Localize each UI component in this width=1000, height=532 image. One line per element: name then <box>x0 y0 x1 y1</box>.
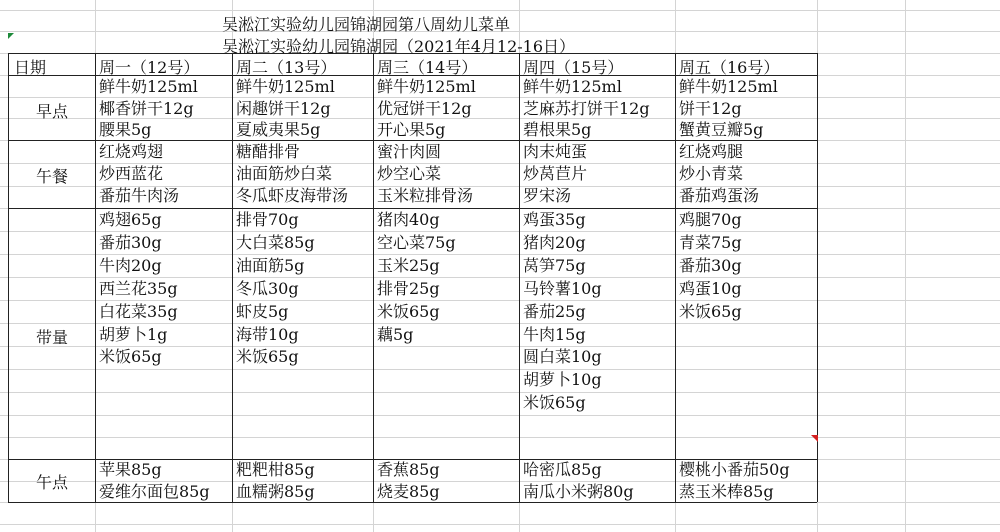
menu-item-quantity[interactable]: 莴笋75g <box>523 255 586 275</box>
menu-item-lunch[interactable]: 炒空心菜 <box>377 164 442 183</box>
table-border-horizontal <box>8 140 817 141</box>
gridline-horizontal <box>0 437 1000 438</box>
menu-item-breakfast[interactable]: 夏威夷果5g <box>236 120 321 139</box>
menu-item-quantity[interactable]: 西兰花35g <box>99 278 178 298</box>
menu-item-lunch[interactable]: 玉米粒排骨汤 <box>377 186 474 205</box>
menu-item-breakfast[interactable]: 优冠饼干12g <box>377 98 472 118</box>
menu-item-snack[interactable]: 蒸玉米棒85g <box>679 481 774 501</box>
menu-item-lunch[interactable]: 罗宋汤 <box>523 186 572 205</box>
menu-item-quantity[interactable]: 白花菜35g <box>99 301 178 321</box>
menu-item-breakfast[interactable]: 芝麻苏打饼干12g <box>523 98 650 118</box>
menu-item-breakfast[interactable]: 鲜牛奶125ml <box>377 77 476 96</box>
menu-item-quantity[interactable]: 米饭65g <box>99 347 162 367</box>
menu-item-quantity[interactable]: 排骨25g <box>377 278 440 298</box>
menu-item-snack[interactable]: 哈密瓜85g <box>523 460 602 479</box>
menu-item-quantity[interactable]: 海带10g <box>236 324 299 344</box>
menu-title: 吴淞江实验幼儿园锦湖园第八周幼儿菜单 <box>222 15 511 34</box>
menu-item-lunch[interactable]: 油面筋炒白菜 <box>236 164 333 183</box>
menu-item-quantity[interactable]: 猪肉40g <box>377 210 440 229</box>
menu-item-quantity[interactable]: 牛肉20g <box>99 255 162 275</box>
header-date[interactable]: 日期 <box>14 58 47 77</box>
header-day-thu[interactable]: 周四（15号） <box>523 58 624 77</box>
header-day-fri[interactable]: 周五（16号） <box>679 58 780 77</box>
menu-item-lunch[interactable]: 炒莴苣片 <box>523 164 588 183</box>
table-border-horizontal <box>8 208 817 209</box>
header-day-wed[interactable]: 周三（14号） <box>377 58 478 77</box>
menu-item-quantity[interactable]: 藕5g <box>377 324 414 344</box>
menu-item-snack[interactable]: 南瓜小米粥80g <box>523 481 634 501</box>
menu-item-lunch[interactable]: 肉末炖蛋 <box>523 142 588 161</box>
menu-item-quantity[interactable]: 牛肉15g <box>523 324 586 344</box>
menu-item-quantity[interactable]: 米饭65g <box>377 301 440 321</box>
meal-label-quantity[interactable]: 带量 <box>36 328 69 347</box>
menu-item-quantity[interactable]: 米饭65g <box>523 393 586 413</box>
menu-item-quantity[interactable]: 胡萝卜10g <box>523 370 602 390</box>
gridline-horizontal <box>0 392 1000 393</box>
menu-item-snack[interactable]: 香蕉85g <box>377 460 440 479</box>
menu-item-lunch[interactable]: 红烧鸡翅 <box>99 142 164 161</box>
meal-label-breakfast[interactable]: 早点 <box>36 102 69 121</box>
menu-item-quantity[interactable]: 米饭65g <box>236 347 299 367</box>
table-border-vertical <box>519 53 520 502</box>
menu-item-breakfast[interactable]: 蟹黄豆瓣5g <box>679 120 764 139</box>
table-border-vertical <box>232 53 233 502</box>
menu-item-quantity[interactable]: 马铃薯10g <box>523 278 602 298</box>
menu-item-lunch[interactable]: 糖醋排骨 <box>236 142 301 161</box>
menu-item-breakfast[interactable]: 鲜牛奶125ml <box>523 77 622 96</box>
menu-item-lunch[interactable]: 番茄牛肉汤 <box>99 186 180 205</box>
menu-item-breakfast[interactable]: 闲趣饼干12g <box>236 98 331 118</box>
menu-item-breakfast[interactable]: 开心果5g <box>377 120 446 139</box>
menu-item-lunch[interactable]: 番茄鸡蛋汤 <box>679 186 760 205</box>
menu-item-lunch[interactable]: 红烧鸡腿 <box>679 142 744 161</box>
menu-item-quantity[interactable]: 米饭65g <box>679 301 742 321</box>
menu-item-quantity[interactable]: 胡萝卜1g <box>99 324 168 344</box>
menu-item-lunch[interactable]: 冬瓜虾皮海带汤 <box>236 186 349 205</box>
gridline-horizontal <box>0 10 1000 11</box>
menu-item-lunch[interactable]: 炒西蓝花 <box>99 164 164 183</box>
menu-item-quantity[interactable]: 番茄25g <box>523 301 586 321</box>
gridline-vertical <box>905 0 906 532</box>
menu-item-quantity[interactable]: 鸡蛋35g <box>523 210 586 229</box>
menu-item-quantity[interactable]: 番茄30g <box>679 255 742 275</box>
comment-marker-icon <box>811 435 818 442</box>
menu-item-breakfast[interactable]: 碧根果5g <box>523 120 592 139</box>
table-border-vertical <box>8 53 9 502</box>
gridline-horizontal <box>0 231 1000 232</box>
menu-item-quantity[interactable]: 青菜75g <box>679 232 742 252</box>
menu-item-breakfast[interactable]: 鲜牛奶125ml <box>99 77 198 96</box>
menu-item-quantity[interactable]: 空心菜75g <box>377 232 456 252</box>
header-day-mon[interactable]: 周一（12号） <box>99 58 200 77</box>
menu-item-quantity[interactable]: 大白菜85g <box>236 232 315 252</box>
gridline-horizontal <box>0 369 1000 370</box>
meal-label-snack[interactable]: 午点 <box>36 473 69 492</box>
table-border-vertical <box>373 53 374 502</box>
menu-item-quantity[interactable]: 圆白菜10g <box>523 347 602 367</box>
menu-item-quantity[interactable]: 猪肉20g <box>523 232 586 252</box>
menu-item-quantity[interactable]: 鸡翅65g <box>99 210 162 229</box>
menu-item-quantity[interactable]: 虾皮5g <box>236 301 289 321</box>
menu-item-breakfast[interactable]: 鲜牛奶125ml <box>236 77 335 96</box>
meal-label-lunch[interactable]: 午餐 <box>36 167 69 186</box>
menu-item-snack[interactable]: 苹果85g <box>99 460 162 479</box>
menu-item-breakfast[interactable]: 腰果5g <box>99 120 152 139</box>
menu-item-quantity[interactable]: 排骨70g <box>236 210 299 229</box>
menu-item-snack[interactable]: 樱桃小番茄50g <box>679 460 790 479</box>
gridline-horizontal <box>0 415 1000 416</box>
table-border-vertical <box>675 53 676 502</box>
cell-marker-icon <box>8 33 14 39</box>
menu-item-snack[interactable]: 血糯粥85g <box>236 481 315 501</box>
header-day-tue[interactable]: 周二（13号） <box>236 58 337 77</box>
menu-item-quantity[interactable]: 番茄30g <box>99 232 162 252</box>
menu-item-snack[interactable]: 烧麦85g <box>377 481 440 501</box>
gridline-horizontal <box>0 524 1000 525</box>
menu-item-quantity[interactable]: 鸡蛋10g <box>679 278 742 298</box>
menu-item-breakfast[interactable]: 鲜牛奶125ml <box>679 77 778 96</box>
menu-item-lunch[interactable]: 炒小青菜 <box>679 164 744 183</box>
menu-item-snack[interactable]: 粑粑柑85g <box>236 460 315 479</box>
menu-item-quantity[interactable]: 玉米25g <box>377 255 440 275</box>
menu-item-quantity[interactable]: 冬瓜30g <box>236 278 299 298</box>
menu-item-breakfast[interactable]: 椰香饼干12g <box>99 98 194 118</box>
table-border-vertical <box>95 53 96 502</box>
menu-subtitle: 吴淞江实验幼儿园锦湖园（2021年4月12-16日） <box>222 37 576 56</box>
table-border-horizontal <box>8 502 817 503</box>
menu-item-quantity[interactable]: 鸡腿70g <box>679 210 742 229</box>
menu-item-quantity[interactable]: 油面筋5g <box>236 255 305 275</box>
menu-item-breakfast[interactable]: 饼干12g <box>679 98 742 118</box>
menu-item-snack[interactable]: 爱维尔面包85g <box>99 481 210 501</box>
menu-item-lunch[interactable]: 蜜汁肉圆 <box>377 142 442 161</box>
